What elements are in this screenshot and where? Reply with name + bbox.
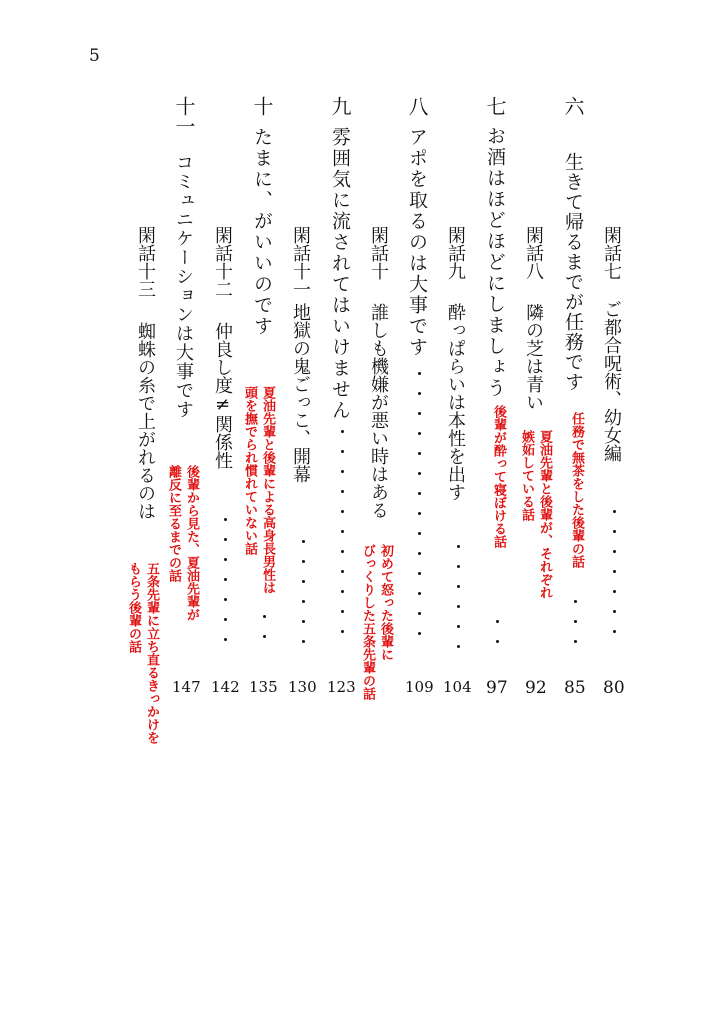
chapter-title: コミュニケーションは大事です <box>173 153 194 419</box>
note: 頭を撫でられ慣れていない話 <box>242 386 257 555</box>
leader-dots <box>302 540 306 660</box>
page-ref: 135 <box>249 678 278 696</box>
chapter-title: たまに、がいいのです <box>251 127 273 337</box>
note: 五条先輩に立ち直るきっかけを <box>144 562 159 744</box>
chapter-num: 八 <box>405 96 429 116</box>
chapter-title: 雰囲気に流されてはいけません <box>329 127 351 421</box>
page-ref: 80 <box>603 678 625 698</box>
leader-dots <box>418 372 422 652</box>
leader-dots <box>263 615 267 655</box>
note: 離反に至るまでの話 <box>166 465 181 582</box>
entry-label: 閑話十三 <box>135 226 156 298</box>
entry-title: 仲良し度≠関係性 <box>212 322 233 469</box>
entry-label: 閑話九 <box>445 226 466 280</box>
leader-dots <box>496 620 500 660</box>
page-ref: 104 <box>443 678 472 696</box>
entry-label: 閑話八 <box>523 226 544 280</box>
page-ref: 142 <box>211 678 240 696</box>
page-ref: 147 <box>172 678 201 696</box>
entry-title: ご都合呪術、幼女編 <box>601 300 622 462</box>
leader-dots <box>613 510 617 650</box>
entry-label: 閑話十 <box>368 226 389 280</box>
leader-dots <box>224 518 228 658</box>
note: 後輩から見た、夏油先輩が <box>184 465 199 621</box>
entry-title: 酔っぱらいは本性を出す <box>445 303 466 501</box>
note: 初めて怒った後輩に <box>378 544 393 661</box>
chapter-title: お酒はほどほどにしましょう <box>484 126 506 399</box>
chapter-num: 十 <box>250 96 274 116</box>
page-ref: 97 <box>486 678 508 698</box>
note: もらう後輩の話 <box>126 562 141 653</box>
chapter-num: 九 <box>328 96 352 116</box>
note: 任務で無茶をした後輩の話 <box>569 412 584 568</box>
page-ref: 130 <box>288 678 317 696</box>
page-ref: 85 <box>564 678 586 698</box>
entry-label: 閑話十一 <box>290 226 311 298</box>
entry-label: 閑話七 <box>601 226 622 280</box>
leader-dots <box>341 430 345 650</box>
chapter-num: 十一 <box>172 96 196 136</box>
note: びっくりした五条先輩の話 <box>360 544 375 700</box>
chapter-num: 七 <box>483 96 507 116</box>
chapter-num: 六 <box>561 96 585 116</box>
page-ref: 123 <box>327 678 356 696</box>
note: 嫉妬している話 <box>519 430 534 521</box>
entry-label: 閑話十二 <box>212 226 233 298</box>
entry-title: 蜘蛛の糸で上がれるのは <box>135 322 156 520</box>
entry-title: 地獄の鬼ごっこ、開幕 <box>290 303 311 483</box>
note: 夏油先輩と後輩が、それぞれ <box>537 430 552 599</box>
page-ref: 92 <box>525 678 547 698</box>
note: 後輩が酔って寝ぼける話 <box>491 405 506 548</box>
page-ref: 109 <box>405 678 434 696</box>
entry-title: 誰しも機嫌が悪い時はある <box>368 303 389 519</box>
chapter-title: 生きて帰るまでが任務です <box>562 152 584 392</box>
entry-title: 隣の芝は青い <box>523 303 544 411</box>
leader-dots <box>574 600 578 660</box>
chapter-title: アポを取るのは大事です <box>406 127 428 358</box>
note: 夏油先輩と後輩による高身長男性は <box>260 386 275 594</box>
leader-dots <box>457 545 461 665</box>
page-number: 5 <box>89 46 100 66</box>
